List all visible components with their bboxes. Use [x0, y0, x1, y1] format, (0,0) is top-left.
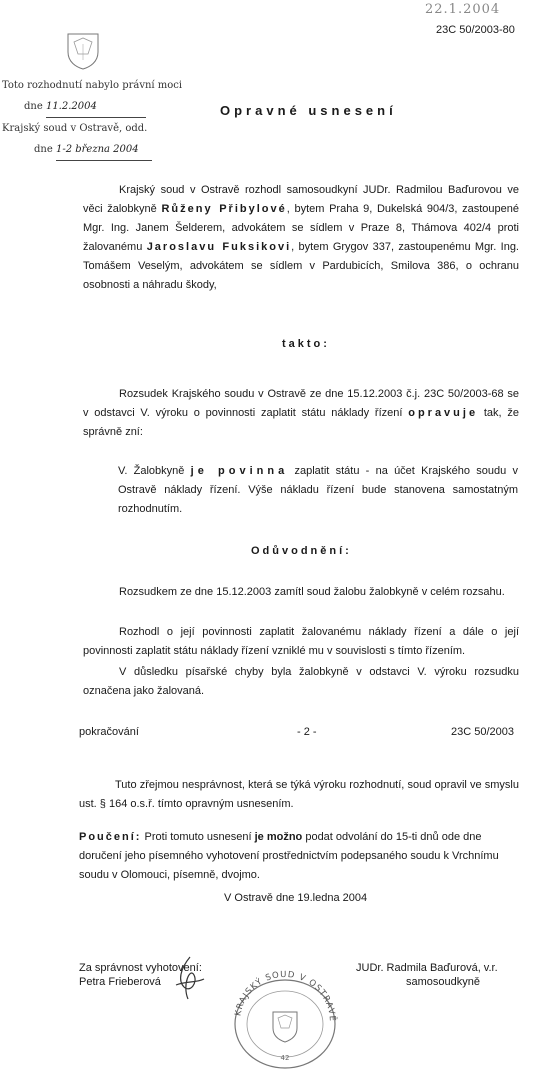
judge-title: samosoudkyně — [406, 976, 480, 988]
instruction-text-2: podat odvolání do 15-ti dnů ode dne doručení jeho písemného vyhotovení prostřednictvím podepsaného soudu k Vrchnímu soudu v Olomouci, písemně, dvojmo. — [79, 831, 499, 881]
stamp-date-value: 11.2.2004 — [46, 96, 146, 118]
court-seal-icon — [220, 960, 350, 1070]
reasoning-heading: Odůvodnění: — [251, 545, 352, 557]
document-title: Opravné usnesení — [220, 103, 397, 118]
stamp-date2-value: 1-2 března 2004 — [56, 139, 152, 161]
legal-force-stamp — [2, 75, 183, 161]
seal-number: 42 — [280, 1054, 290, 1062]
ruling-text-2: tak, že správně zní: — [83, 407, 519, 438]
seal-text: KRAJSKÝ SOUD V OSTRAVĚ — [233, 969, 338, 1023]
intro-text-1: Krajský soud v Ostravě rozhodl samosoudkyní JUDr. Radmilou Baďurovou ve věci žalobkyně — [83, 184, 519, 215]
ruling-emphasis: opravuje — [408, 407, 479, 419]
stamp-line-1: Toto rozhodnutí nabylo právní moci — [2, 80, 183, 91]
judge-signature-block — [356, 961, 498, 989]
clerk-line-1: Za správnost vyhotovení: — [79, 962, 202, 974]
stamp-line-3: Krajský soud v Ostravě, odd. — [2, 123, 148, 134]
reasoning-paragraph-3: V důsledku písařské chyby byla žalobkyně v odstavci V. výroku rozsudku označena jako žalovaná. — [83, 666, 519, 697]
plaintiff-name: Růženy Přibylové — [161, 203, 287, 215]
case-number: 23C 50/2003-80 — [436, 24, 515, 36]
reasoning-paragraph-1: Rozsudkem ze dne 15.12.2003 zamítl soud žalobu žalobkyně v celém rozsahu. — [119, 586, 505, 598]
correction-paragraph: Tuto zřejmou nesprávnost, která se týká výroku rozhodnutí, soud opravil ve smyslu ust. § 164 o.s.ř. tímto opravným usnesením. — [79, 779, 519, 810]
takto-heading: takto: — [282, 338, 330, 350]
state-emblem-icon — [62, 30, 104, 70]
instruction-label: Poučení: — [79, 831, 142, 843]
intro-text-3: , bytem Grygov 337, zastoupenému Mgr. Ing. Tomášem Veselým, advokátem se sídlem v Pardubicích, Smilova 386, o ochranu osobnosti a náhradu škody, — [83, 241, 519, 291]
verdict-text-1: V. Žalobkyně — [118, 465, 185, 477]
verdict-emphasis: je povinna — [190, 465, 289, 477]
defendant-name: Jaroslavu Fuksikovi — [146, 241, 292, 253]
footer-case-number: 23C 50/2003 — [451, 726, 514, 738]
instruction-emphasis: je možno — [254, 831, 303, 843]
instruction-paragraph — [79, 828, 521, 885]
ruling-paragraph — [83, 385, 519, 442]
place-and-date: V Ostravě dne 19.ledna 2004 — [224, 892, 368, 904]
continued-label: pokračování — [79, 726, 139, 738]
stamp-date-label: dne — [24, 101, 43, 112]
stamp-date2-label: dne — [34, 144, 53, 155]
intro-paragraph — [83, 181, 519, 295]
intro-text-2: , bytem Praha 9, Dukelská 904/3, zastoupené Mgr. Ing. Janem Šelderem, advokátem se sídlem v Praze 8, Thámova 402/4 proti žalovanému — [83, 203, 519, 253]
handwritten-signature-icon — [170, 955, 210, 1005]
judge-name: JUDr. Radmila Baďurová, v.r. — [356, 962, 498, 974]
instruction-text-1: Proti tomuto usnesení — [144, 831, 252, 843]
clerk-name: Petra Frieberová — [79, 976, 161, 988]
page-number: - 2 - — [297, 726, 317, 738]
handwritten-date: 22.1.2004 — [425, 2, 501, 17]
reasoning-paragraph-2: Rozhodl o její povinnosti zaplatit žalovanému náklady řízení a dále o její povinnosti zaplatit státu náklady řízení vzniklé mu v souvislosti s tímto řízením. — [83, 626, 519, 657]
ruling-text-1: Rozsudek Krajského soudu v Ostravě ze dne 15.12.2003 č.j. 23C 50/2003-68 se v odstavci V. výroku o povinnosti zaplatit státu náklady řízení — [83, 388, 519, 419]
verdict-text-2: zaplatit státu - na účet Krajského soudu v Ostravě náklady řízení. Výše nákladu řízení bude stanovena samostatným rozhodnutím. — [118, 465, 518, 515]
verdict-paragraph — [118, 462, 518, 519]
